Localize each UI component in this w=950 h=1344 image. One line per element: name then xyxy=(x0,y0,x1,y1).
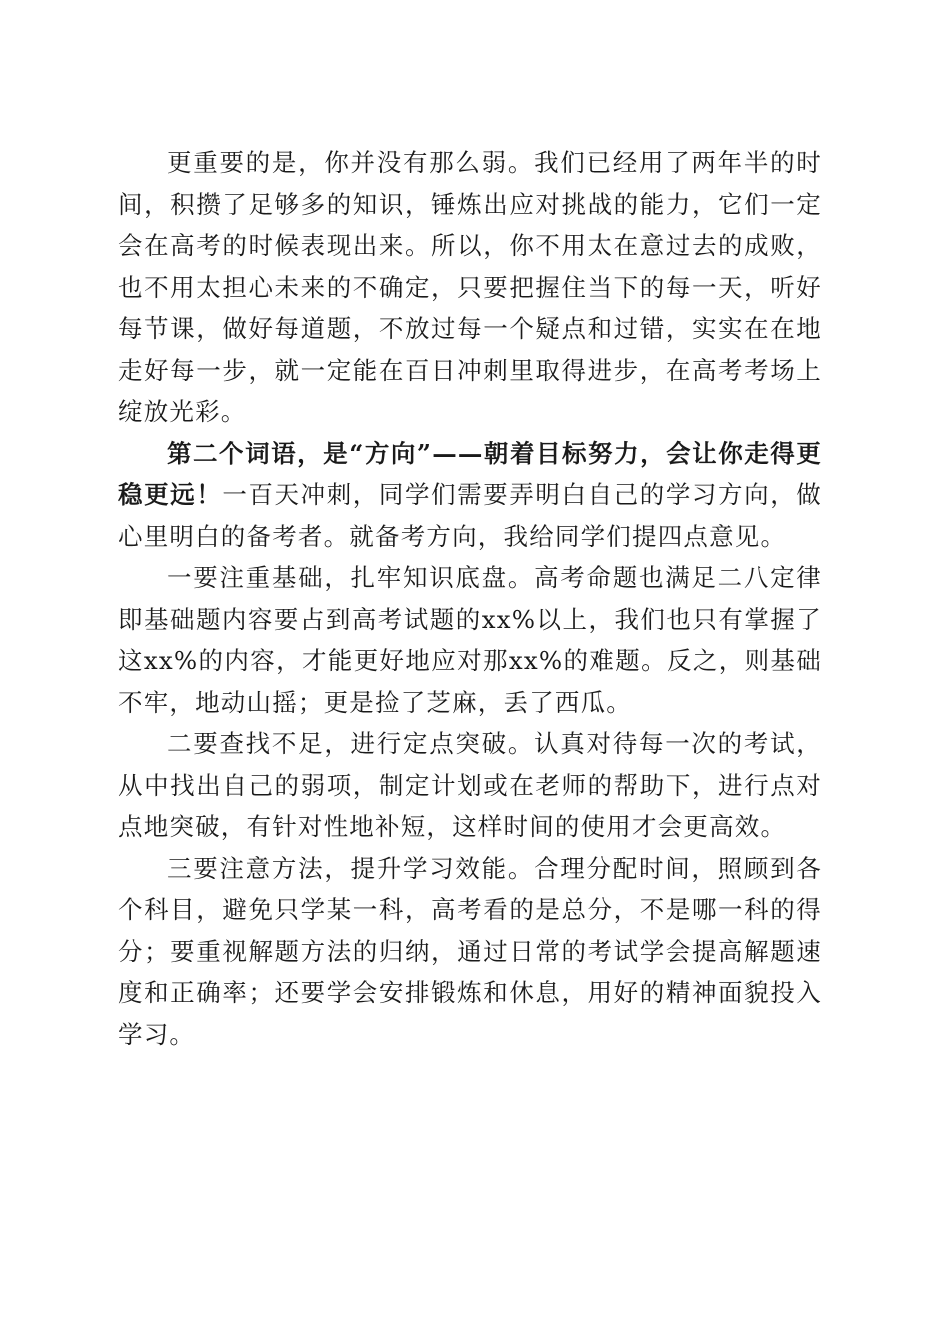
paragraph-foundation xyxy=(118,557,822,723)
paragraph-method xyxy=(118,848,822,1056)
paragraph-heading-direction: 第二个词语，是“方向”——朝着目标努力，会让你走得更稳更远！ xyxy=(118,438,822,509)
paragraph-text: 二要查找不足，进行定点突破。认真对待每一次的考试，从中找出自己的弱项，制定计划或在老师的帮助下，进行点对点地突破，有针对性地补短，这样时间的使用才会更高效。 xyxy=(118,729,822,841)
paragraph-text: 三要注意方法，提升学习效能。合理分配时间，照顾到各个科目，避免只学某一科，高考看的是总分，不是哪一科的得分；要重视解题方法的归纳，通过日常的考试学会提高解题速度和正确率；还要学会安排锻炼和休息，用好的精神面貌投入学习。 xyxy=(118,853,822,1049)
paragraph-importance xyxy=(118,142,822,433)
paragraph-weakness xyxy=(118,723,822,848)
paragraph-text: 更重要的是，你并没有那么弱。我们已经用了两年半的时间，积攒了足够多的知识，锤炼出应对挑战的能力，它们一定会在高考的时候表现出来。所以，你不用太在意过去的成败，也不用太担心未来的不确定，只要把握住当下的每一天，听好每节课，做好每道题，不放过每一个疑点和过错，实实在在地走好每一步，就一定能在百日冲刺里取得进步，在高考考场上绽放光彩。 xyxy=(118,148,822,426)
document-body xyxy=(118,142,822,1055)
paragraph-text: 一百天冲刺，同学们需要弄明白自己的学习方向，做心里明白的备考者。就备考方向，我给同学们提四点意见。 xyxy=(118,480,822,551)
paragraph-text: 一要注重基础，扎牢知识底盘。高考命题也满足二八定律即基础题内容要占到高考试题的xx%以上，我们也只有掌握了这xx%的内容，才能更好地应对那xx%的难题。反之，则基础不牢，地动山摇；更是捡了芝麻，丢了西瓜。 xyxy=(118,563,822,717)
paragraph-direction xyxy=(118,433,822,558)
